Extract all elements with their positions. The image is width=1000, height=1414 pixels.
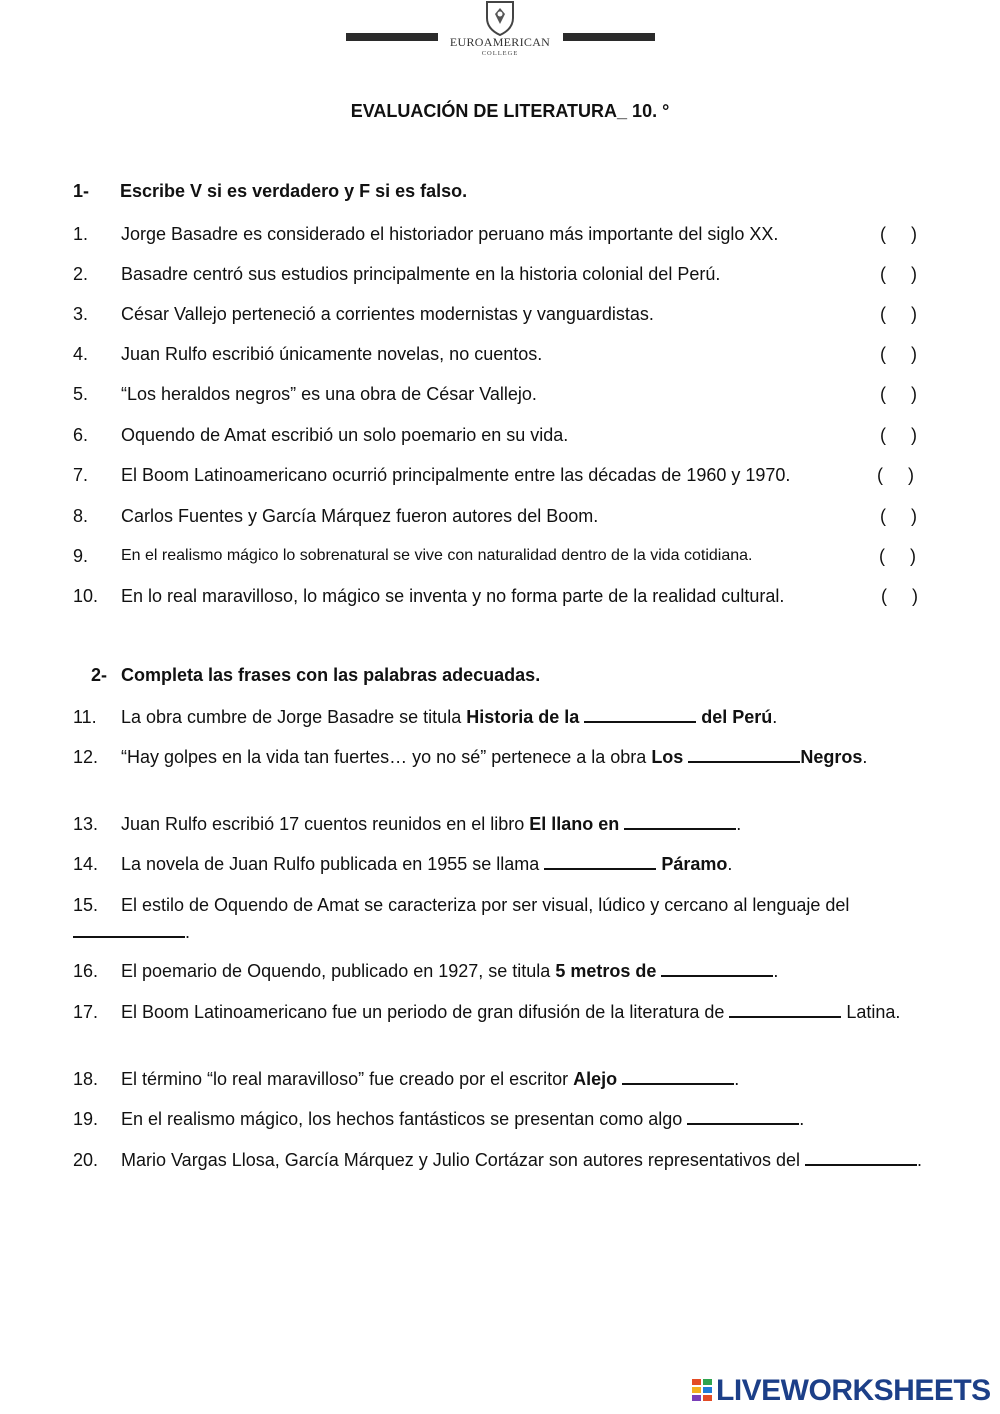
fill-blank-item	[73, 892, 943, 946]
fill-blank-text-end: .	[185, 922, 191, 942]
tf-item-number: 10.	[73, 586, 99, 606]
fill-blank-text-end: .	[862, 747, 868, 767]
tf-item-statement: Jorge Basadre es considerado el historiador peruano más importante del siglo XX.	[121, 224, 779, 244]
tf-item-statement: Juan Rulfo escribió únicamente novelas, no cuentos.	[121, 344, 543, 364]
answer-blank[interactable]	[73, 920, 185, 938]
fill-blank-text: El poemario de Oquendo, publicado en 1927, se titula	[121, 961, 556, 981]
fill-blank-text: Mario Vargas Llosa, García Márquez y Julio Cortázar son autores representativos del	[121, 1150, 805, 1170]
fill-blank-bold-before: El llano en	[529, 814, 625, 834]
fill-blank-item	[73, 851, 943, 878]
school-header	[0, 0, 1000, 70]
tf-item-statement: El Boom Latinoamericano ocurrió principalmente entre las décadas de 1960 y 1970.	[121, 465, 791, 485]
answer-blank[interactable]	[624, 812, 736, 830]
fill-blank-number: 19.	[73, 1109, 99, 1129]
tf-item-number: 9.	[73, 546, 89, 566]
answer-parentheses[interactable]: ( )	[881, 586, 918, 606]
section-1-number: 1-	[73, 181, 90, 201]
fill-blank-bold-after: Páramo	[656, 854, 728, 874]
tf-item-number: 8.	[73, 506, 89, 526]
answer-blank[interactable]	[661, 959, 773, 977]
section-2-title: Completa las frases con las palabras adecuadas.	[121, 665, 541, 685]
fill-blank-text: En el realismo mágico, los hechos fantásticos se presentan como algo	[121, 1109, 688, 1129]
fill-blank-bold-before: Alejo	[573, 1069, 623, 1089]
section-2-heading	[91, 665, 540, 686]
header-bar-left	[346, 33, 438, 41]
fill-blank-text: La novela de Juan Rulfo publicada en 1955 se llama	[121, 854, 545, 874]
fill-blank-item	[73, 1106, 943, 1133]
answer-parentheses[interactable]: ( )	[880, 384, 917, 404]
answer-parentheses[interactable]: ( )	[880, 506, 917, 526]
fill-blank-number: 18.	[73, 1069, 99, 1089]
fill-blank-number: 14.	[73, 854, 99, 874]
liveworksheets-logo	[692, 1374, 992, 1410]
fill-blank-text: La obra cumbre de Jorge Basadre se titula	[121, 707, 467, 727]
fill-blank-text-end: .	[772, 707, 778, 727]
liveworksheets-brand: LIVEWORKSHEETS	[716, 1374, 991, 1407]
answer-blank[interactable]	[688, 745, 800, 763]
fill-blank-number: 13.	[73, 814, 99, 834]
school-crest-icon	[481, 0, 519, 36]
fill-blank-text-end: .	[734, 1069, 740, 1089]
fill-blank-bold-before: Historia de la	[466, 707, 585, 727]
fill-blank-number: 16.	[73, 961, 99, 981]
answer-parentheses[interactable]: ( )	[880, 344, 917, 364]
answer-blank[interactable]	[622, 1067, 734, 1085]
answer-parentheses[interactable]: ( )	[879, 546, 916, 566]
fill-blank-number: 12.	[73, 747, 99, 767]
fill-blank-bold-after: Negros	[800, 747, 863, 767]
fill-blank-item	[73, 999, 943, 1026]
fill-blank-text: El Boom Latinoamericano fue un periodo de gran difusión de la literatura de	[121, 1002, 730, 1022]
fill-blank-text: Juan Rulfo escribió 17 cuentos reunidos en el libro	[121, 814, 530, 834]
fill-blank-text-end: .	[916, 1150, 922, 1170]
fill-blank-text-end: .	[799, 1109, 805, 1129]
fill-blank-number: 11.	[73, 707, 97, 727]
section-1-title: Escribe V si es verdadero y F si es falso.	[120, 181, 468, 201]
fill-blank-text-end: .	[727, 854, 733, 874]
tf-item-number: 1.	[73, 224, 89, 244]
fill-blank-item	[73, 958, 943, 985]
fill-blank-text-end: .	[736, 814, 742, 834]
answer-parentheses[interactable]: ( )	[880, 425, 917, 445]
answer-blank[interactable]	[584, 705, 696, 723]
section-2-number: 2-	[91, 665, 108, 685]
answer-blank[interactable]	[805, 1148, 917, 1166]
tf-item-number: 5.	[73, 384, 89, 404]
fill-blank-item	[73, 811, 943, 838]
answer-parentheses[interactable]: ( )	[880, 304, 917, 324]
tf-item-statement: Carlos Fuentes y García Márquez fueron autores del Boom.	[121, 506, 599, 526]
answer-blank[interactable]	[544, 852, 656, 870]
tf-item-statement: Oquendo de Amat escribió un solo poemario en su vida.	[121, 425, 569, 445]
fill-blank-item	[73, 1147, 943, 1174]
tf-item-statement: En el realismo mágico lo sobrenatural se vive con naturalidad dentro de la vida cotidiana.	[121, 547, 753, 564]
fill-blank-text: El estilo de Oquendo de Amat se caracteriza por ser visual, lúdico y cercano al lenguaje del	[121, 895, 850, 915]
fill-blank-item	[73, 744, 943, 771]
fill-blank-item	[73, 704, 943, 731]
tf-item-number: 3.	[73, 304, 89, 324]
fill-blank-number: 15.	[73, 895, 99, 915]
fill-blank-text-end: .	[773, 961, 779, 981]
answer-blank[interactable]	[729, 1000, 841, 1018]
school-subtitle: COLLEGE	[481, 50, 519, 57]
fill-blank-number: 17.	[73, 1002, 99, 1022]
answer-parentheses[interactable]: ( )	[877, 465, 914, 485]
fill-blank-text: El término “lo real maravilloso” fue creado por el escritor	[121, 1069, 574, 1089]
tf-item-number: 2.	[73, 264, 89, 284]
tf-item-statement: Basadre centró sus estudios principalmente en la historia colonial del Perú.	[121, 264, 721, 284]
section-1-heading	[73, 181, 467, 202]
fill-blank-text: “Hay golpes en la vida tan fuertes… yo no sé” pertenece a la obra	[121, 747, 652, 767]
fill-blank-bold-before: 5 metros de	[555, 961, 662, 981]
tf-item-number: 7.	[73, 465, 89, 485]
answer-blank[interactable]	[687, 1107, 799, 1125]
fill-blank-number: 20.	[73, 1150, 99, 1170]
tf-item-number: 4.	[73, 344, 89, 364]
header-bar-right	[563, 33, 655, 41]
fill-blank-bold-after: del Perú	[696, 707, 773, 727]
tf-item-statement: En lo real maravilloso, lo mágico se inventa y no forma parte de la realidad cultural.	[121, 586, 785, 606]
fill-blank-bold-before: Los	[651, 747, 689, 767]
tf-item-statement: César Vallejo perteneció a corrientes modernistas y vanguardistas.	[121, 304, 654, 324]
liveworksheets-grid-icon	[692, 1379, 713, 1401]
fill-blank-item	[73, 1066, 943, 1093]
fill-blank-text-end: Latina.	[841, 1002, 901, 1022]
tf-item-number: 6.	[73, 425, 89, 445]
tf-item-statement: “Los heraldos negros” es una obra de César Vallejo.	[121, 384, 537, 404]
answer-parentheses[interactable]: ( )	[880, 224, 917, 244]
page-title: EVALUACIÓN DE LITERATURA_ 10. °	[350, 101, 670, 121]
answer-parentheses[interactable]: ( )	[880, 264, 917, 284]
school-name: EUROAMERICAN	[449, 35, 551, 49]
